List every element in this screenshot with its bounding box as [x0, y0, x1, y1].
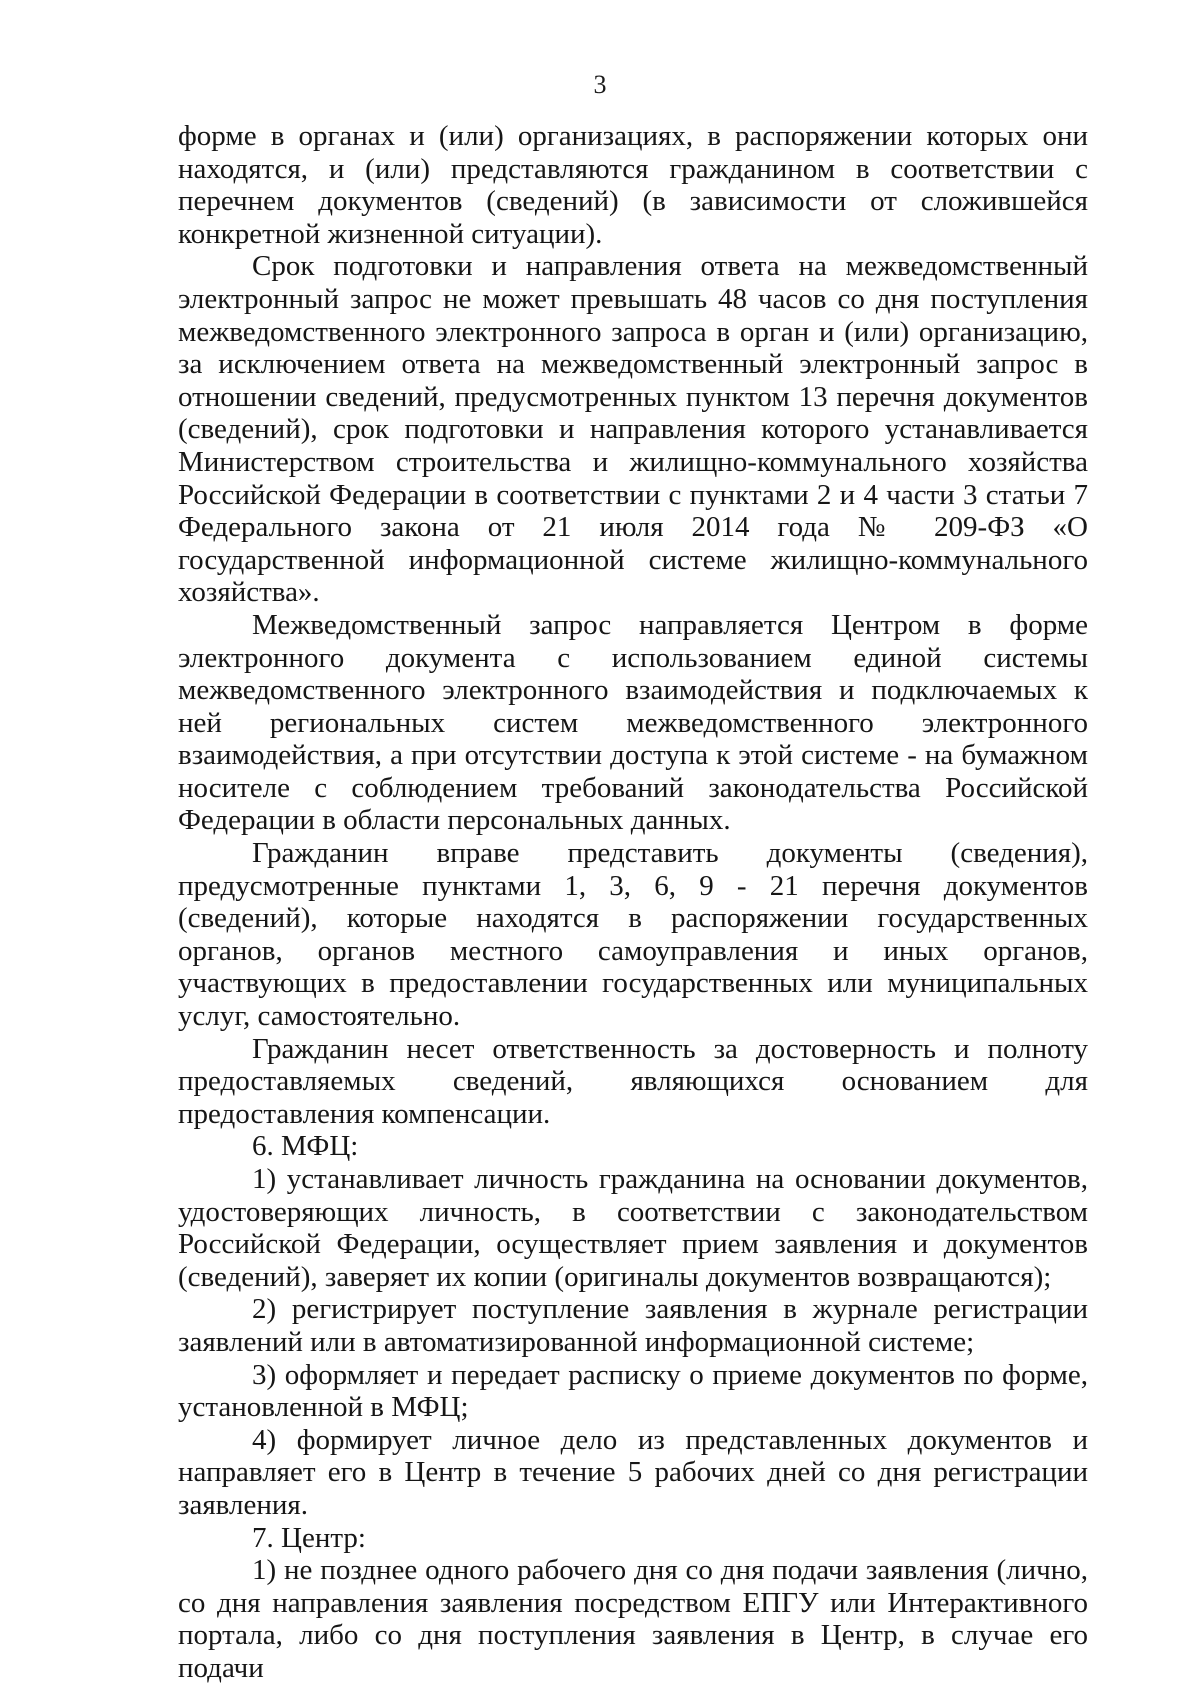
- paragraph-response-deadline: Срок подготовки и направления ответа на межведомственный электронный запрос не может превышать 48 часов со дня поступления межведомственного электронного запроса в орган и (или) организацию, за исключением ответа на межведомственный электронный запрос в отношении сведений, предусмотренных пунктом 13 перечня документов (сведений), срок подготовки и направления которого устанавливается Министерством строительства и жилищно-коммунального хозяйства Российской Федерации в соответствии с пунктами 2 и 4 части 3 статьи 7 Федерального закона от 21 июля 2014 года № 209-ФЗ «О государственной информационной системе жилищно-коммунального хозяйства».: [178, 250, 1088, 609]
- page-number: 3: [593, 70, 607, 99]
- section-heading-mfc: 6. МФЦ:: [252, 1130, 359, 1163]
- section-heading-center: 7. Центр:: [252, 1521, 366, 1554]
- paragraph-citizen-responsibility: Гражданин несет ответственность за достоверность и полноту предоставляемых сведений, являющихся основанием для предоставления компенсации.: [178, 1032, 1088, 1130]
- list-item-mfc-1: 1) устанавливает личность гражданина на основании документов, удостоверяющих личность, в соответствии с законодательством Российской Федерации, осуществляет прием заявления и документов (сведений), заверяет их копии (оригиналы документов возвращаются);: [178, 1163, 1088, 1293]
- paragraph-continuation: форме в органах и (или) организациях, в распоряжении которых они находятся, и (или) представляются гражданином в соответствии с перечнем документов (сведений) (в зависимости от сложившейся конкретной жизненной ситуации).: [178, 120, 1088, 250]
- list-item-center-1: 1) не позднее одного рабочего дня со дня подачи заявления (лично, со дня направления заявления посредством ЕПГУ или Интерактивного портала, либо со дня поступления заявления в Центр, в случае его подачи: [178, 1554, 1088, 1684]
- list-item-mfc-4: 4) формирует личное дело из представленных документов и направляет его в Центр в течение 5 рабочих дней со дня регистрации заявления.: [178, 1423, 1088, 1521]
- paragraph-citizen-right: Гражданин вправе представить документы (сведения), предусмотренные пунктами 1, 3, 6, 9 - 21 перечня документов (сведений), которые находятся в распоряжении государственных органов, органов местного самоуправления и иных органов, участвующих в предоставлении государственных или муниципальных услуг, самостоятельно.: [178, 837, 1088, 1033]
- list-item-mfc-2: 2) регистрирует поступление заявления в журнале регистрации заявлений или в автоматизированной информационной системе;: [178, 1293, 1088, 1358]
- document-body: [178, 120, 1088, 1685]
- list-item-mfc-3: 3) оформляет и передает расписку о приеме документов по форме, установленной в МФЦ;: [178, 1358, 1088, 1424]
- paragraph-interagency-request: Межведомственный запрос направляется Центром в форме электронного документа с использованием единой системы межведомственного электронного взаимодействия и подключаемых к ней региональных систем межведомственного электронного взаимодействия, а при отсутствии доступа к этой системе - на бумажном носителе с соблюдением требований законодательства Российской Федерации в области персональных данных.: [178, 608, 1088, 837]
